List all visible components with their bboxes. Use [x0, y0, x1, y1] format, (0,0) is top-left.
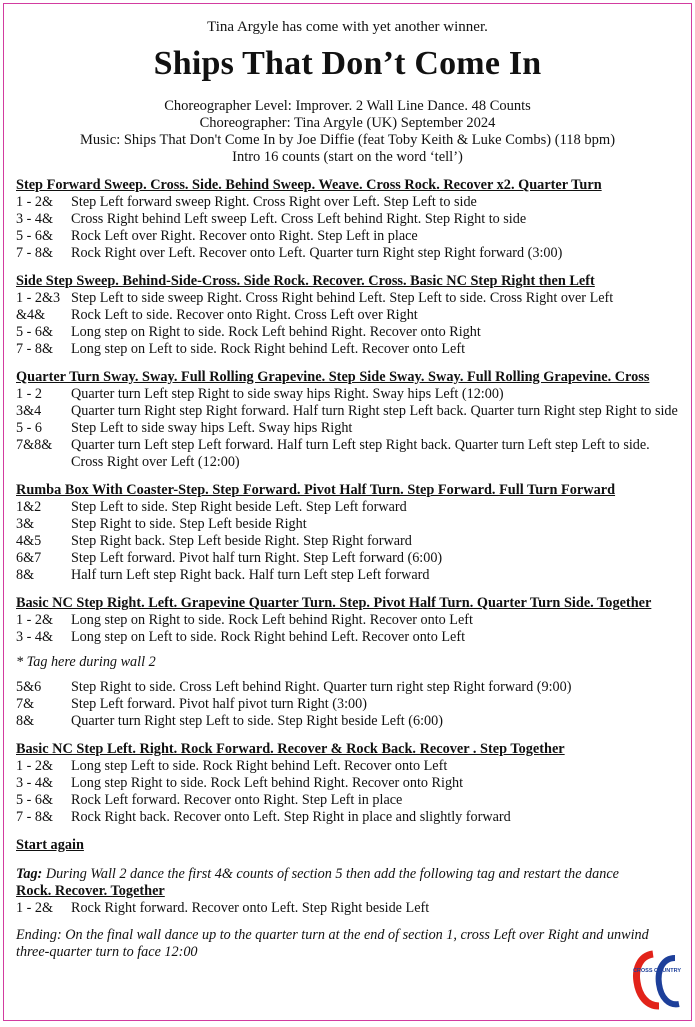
- step-count: 1 - 2&: [16, 758, 54, 774]
- step-description: Step Right to side. Cross Left behind Right. Quarter turn right step Right forward (9:00): [71, 679, 572, 695]
- info-line: Intro 16 counts (start on the word ‘tell’): [232, 149, 463, 165]
- step-row: [16, 437, 681, 471]
- step-description: Half turn Left step Right back. Half turn Left step Left forward: [71, 567, 430, 583]
- section-block: [16, 482, 681, 584]
- step-row: [16, 792, 681, 809]
- step-description: Step Left to side sweep Right. Cross Right behind Left. Step Left to side. Cross Right over Left: [71, 290, 614, 306]
- step-row: [16, 194, 681, 211]
- step-row: [16, 420, 681, 437]
- step-description: Rock Right back. Recover onto Left. Step Right in place and slightly forward: [71, 809, 511, 825]
- step-row: [16, 403, 681, 420]
- step-count: 8&: [16, 713, 35, 729]
- step-row: [16, 341, 681, 358]
- step-row: [16, 533, 681, 550]
- ending-note: Ending: On the final wall dance up to the quarter turn at the end of section 1, cross Left over Right and unwind three-quarter turn to face 12:00: [16, 927, 649, 960]
- step-count: 7 - 8&: [16, 245, 54, 261]
- dance-info: [4, 98, 691, 166]
- step-count: 1 - 2&: [16, 612, 54, 628]
- step-count: 7&: [16, 696, 35, 712]
- step-count: 3&: [16, 516, 35, 532]
- step-row: [16, 809, 681, 826]
- step-description: Step Left forward. Pivot half pivot turn Right (3:00): [71, 696, 367, 712]
- step-description: Rock Right forward. Recover onto Left. Step Right beside Left: [71, 900, 430, 916]
- section-heading: Basic NC Step Right. Left. Grapevine Quarter Turn. Step. Pivot Half Turn. Quarter Turn Side. Together: [16, 595, 652, 611]
- start-again-label: Start again: [16, 837, 84, 853]
- step-count: 7 - 8&: [16, 341, 54, 357]
- step-description: Quarter turn Right step Right forward. Half turn Right step Left back. Quarter turn Right step Right to side: [71, 403, 678, 419]
- section-block: [16, 273, 681, 358]
- step-count: 7&8&: [16, 437, 53, 453]
- tag-note: [16, 866, 681, 883]
- step-description: Step Left to side. Step Right beside Left. Step Left forward: [71, 499, 407, 515]
- step-row: [16, 679, 681, 696]
- section-heading: Quarter Turn Sway. Sway. Full Rolling Grapevine. Step Side Sway. Sway. Full Rolling Grapevine. Cross: [16, 369, 650, 385]
- section-block: [16, 595, 681, 730]
- step-row: [16, 758, 681, 775]
- step-description: Long step on Right to side. Rock Left behind Right. Recover onto Right: [71, 324, 481, 340]
- info-line: Music: Ships That Don't Come In by Joe Diffie (feat Toby Keith & Luke Combs) (118 bpm): [79, 132, 616, 148]
- step-row: [16, 245, 681, 262]
- step-description: Quarter turn Left step Left forward. Half turn Left step Right back. Quarter turn Left step Left to side. Cross Right over Left (12:00): [71, 437, 650, 470]
- step-count: &4&: [16, 307, 46, 323]
- step-count: 5 - 6: [16, 420, 43, 436]
- step-description: Quarter turn Left step Right to side sway hips Right. Sway hips Left (12:00): [71, 386, 504, 402]
- section-block: [16, 741, 681, 826]
- step-count: 6&7: [16, 550, 42, 566]
- step-count: 4&5: [16, 533, 42, 549]
- step-row: [16, 612, 681, 629]
- tag-label: Tag:: [16, 866, 43, 882]
- step-description: Step Left forward. Pivot half turn Right. Step Left forward (6:00): [71, 550, 443, 566]
- cross-country-logo: [631, 948, 683, 1012]
- step-row: [16, 629, 681, 646]
- step-description: Step Right to side. Step Left beside Right: [71, 516, 307, 532]
- step-count: 5 - 6&: [16, 228, 54, 244]
- step-sheet: [4, 177, 691, 961]
- step-row: [16, 550, 681, 567]
- tag-step-row: [16, 900, 681, 917]
- step-row: [16, 324, 681, 341]
- step-row: [16, 211, 681, 228]
- step-description: Rock Left forward. Recover onto Right. Step Left in place: [71, 792, 403, 808]
- step-description: Rock Left over Right. Recover onto Right. Step Left in place: [71, 228, 418, 244]
- step-count: 1 - 2&: [16, 900, 54, 916]
- step-count: 3 - 4&: [16, 775, 54, 791]
- step-description: Rock Left to side. Recover onto Right. Cross Left over Right: [71, 307, 418, 323]
- step-description: Step Left forward sweep Right. Cross Right over Left. Step Left to side: [71, 194, 477, 210]
- tag-text: During Wall 2 dance the first 4& counts of section 5 then add the following tag and restart the dance: [42, 866, 619, 882]
- step-description: Step Right back. Step Left beside Right. Step Right forward: [71, 533, 412, 549]
- step-row: [16, 307, 681, 324]
- step-count: 8&: [16, 567, 35, 583]
- step-count: 1 - 2: [16, 386, 43, 402]
- step-description: Quarter turn Right step Left to side. Step Right beside Left (6:00): [71, 713, 443, 729]
- spacer: [16, 671, 681, 679]
- step-count: 7 - 8&: [16, 809, 54, 825]
- step-count: 5&6: [16, 679, 42, 695]
- section-heading: Side Step Sweep. Behind-Side-Cross. Side Rock. Recover. Cross. Basic NC Step Right then Left: [16, 273, 595, 289]
- step-row: [16, 499, 681, 516]
- page-title: Ships That Don’t Come In: [153, 45, 542, 82]
- step-count: 1 - 2&: [16, 194, 54, 210]
- document-page: [3, 3, 692, 1021]
- step-row: [16, 228, 681, 245]
- step-count: 3 - 4&: [16, 211, 54, 227]
- info-line: Choreographer Level: Improver. 2 Wall Line Dance. 48 Counts: [164, 98, 531, 114]
- step-row: [16, 713, 681, 730]
- section-heading: Rumba Box With Coaster-Step. Step Forward. Pivot Half Turn. Step Forward. Full Turn Forward: [16, 482, 616, 498]
- logo-text: CROSS COUNTRY: [632, 968, 682, 974]
- step-row: [16, 567, 681, 584]
- step-row: [16, 516, 681, 533]
- section-block: [16, 177, 681, 262]
- tag-marker-note: * Tag here during wall 2: [16, 654, 156, 670]
- logo-blue-c: [659, 958, 679, 1004]
- step-description: Rock Right over Left. Recover onto Left. Quarter turn Right step Right forward (3:00): [71, 245, 563, 261]
- step-row: [16, 386, 681, 403]
- step-description: Long step Right to side. Rock Left behind Right. Recover onto Right: [71, 775, 464, 791]
- step-count: 1 - 2&3: [16, 290, 61, 306]
- tagline: Tina Argyle has come with yet another winner.: [207, 19, 488, 35]
- section-heading: Basic NC Step Left. Right. Rock Forward. Recover & Rock Back. Recover . Step Together: [16, 741, 565, 757]
- step-count: 3 - 4&: [16, 629, 54, 645]
- step-count: 3&4: [16, 403, 42, 419]
- step-description: Long step on Left to side. Rock Right behind Left. Recover onto Left: [71, 341, 466, 357]
- tag-heading: Rock. Recover. Together: [16, 883, 165, 899]
- step-row: [16, 696, 681, 713]
- section-block: [16, 369, 681, 471]
- step-row: [16, 775, 681, 792]
- step-description: Long step Left to side. Rock Right behind Left. Recover onto Left: [71, 758, 448, 774]
- step-count: 5 - 6&: [16, 792, 54, 808]
- step-row: [16, 290, 681, 307]
- section-heading: Step Forward Sweep. Cross. Side. Behind Sweep. Weave. Cross Rock. Recover x2. Quarter Turn: [16, 177, 602, 193]
- step-description: Long step on Right to side. Rock Left behind Right. Recover onto Left: [71, 612, 473, 628]
- info-line: Choreographer: Tina Argyle (UK) September 2024: [199, 115, 496, 131]
- step-description: Cross Right behind Left sweep Left. Cross Left behind Right. Step Right to side: [71, 211, 527, 227]
- step-count: 1&2: [16, 499, 42, 515]
- step-description: Long step on Left to side. Rock Right behind Left. Recover onto Left: [71, 629, 466, 645]
- step-description: Step Left to side sway hips Left. Sway hips Right: [71, 420, 353, 436]
- spacer: [16, 646, 681, 654]
- step-count: 5 - 6&: [16, 324, 54, 340]
